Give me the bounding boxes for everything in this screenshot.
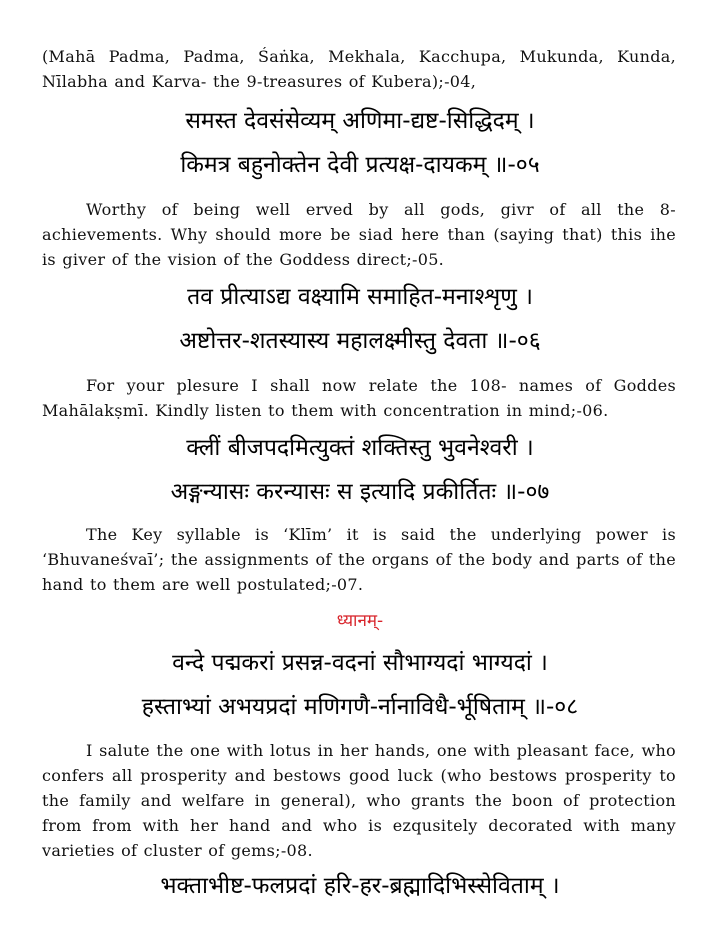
verse-07-line-2: अङ्गन्यासः करन्यासः स इत्यादि प्रकीर्तितः ॥-०७: [170, 479, 550, 505]
section-heading-dhyanam: ध्यानम्-: [336, 611, 384, 631]
paragraph-treasures-of-kubera: (Mahā Padma, Padma, Śaṅka, Mekhala, Kacchupa, Mukunda, Kunda, Nīlabha and Karva- the 9-treasures of Kubera);-04,: [42, 47, 676, 91]
verse-08-line-1: वन्दे पद्मकरां प्रसन्न-वदनां सौभाग्यदां भाग्यदां ।: [172, 650, 548, 676]
verse-06-line-2: अष्टोत्तर-शतस्यास्य महालक्ष्मीस्तु देवता ॥-०६: [179, 328, 541, 354]
paragraph-translation-08: I salute the one with lotus in her hands, one with pleasant face, who confers all prosperity and bestows good luck (who bestows prosperity to the family and welfare in general), who grants the boon of protection from from with her hand and who is ezqusitely decorated with many varieties of cluster of gems;-08.: [42, 741, 676, 860]
paragraph-translation-05: Worthy of being well erved by all gods, givr of all the 8-achievements. Why should more be siad here than (saying that) this ihe is giver of the vision of the Goddess direct;-05.: [42, 200, 676, 269]
verse-05-line-2: किमत्र बहुनोक्तेन देवी प्रत्यक्ष-दायकम् ॥-०५: [180, 152, 540, 178]
verse-07-line-1: क्लीं बीजपदमित्युक्तं शक्तिस्तु भुवनेश्वरी ।: [186, 435, 534, 461]
verse-05-line-1: समस्त देवसंसेव्यम् अणिमा-द्यष्ट-सिद्धिदम् ।: [185, 108, 535, 134]
paragraph-translation-07: The Key syllable is ‘Klīm’ it is said the underlying power is ‘Bhuvaneśvaī’; the assignments of the organs of the body and parts of the hand to them are well postulated;-07.: [42, 525, 676, 594]
verse-06-line-1: तव प्रीत्याऽद्य वक्ष्यामि समाहित-मनाश्शृणु ।: [187, 284, 533, 310]
verse-09-line-1: भक्ताभीष्ट-फलप्रदां हरि-हर-ब्रह्मादिभिस्सेविताम् ।: [160, 873, 560, 899]
paragraph-translation-06: For your plesure I shall now relate the 108- names of Goddes Mahālakṣmī. Kindly listen to them with concentration in mind;-06.: [42, 376, 676, 420]
verse-08-line-2: हस्ताभ्यां अभयप्रदां मणिगणै-र्नानाविधै-र्भूषिताम् ॥-०८: [141, 694, 579, 720]
